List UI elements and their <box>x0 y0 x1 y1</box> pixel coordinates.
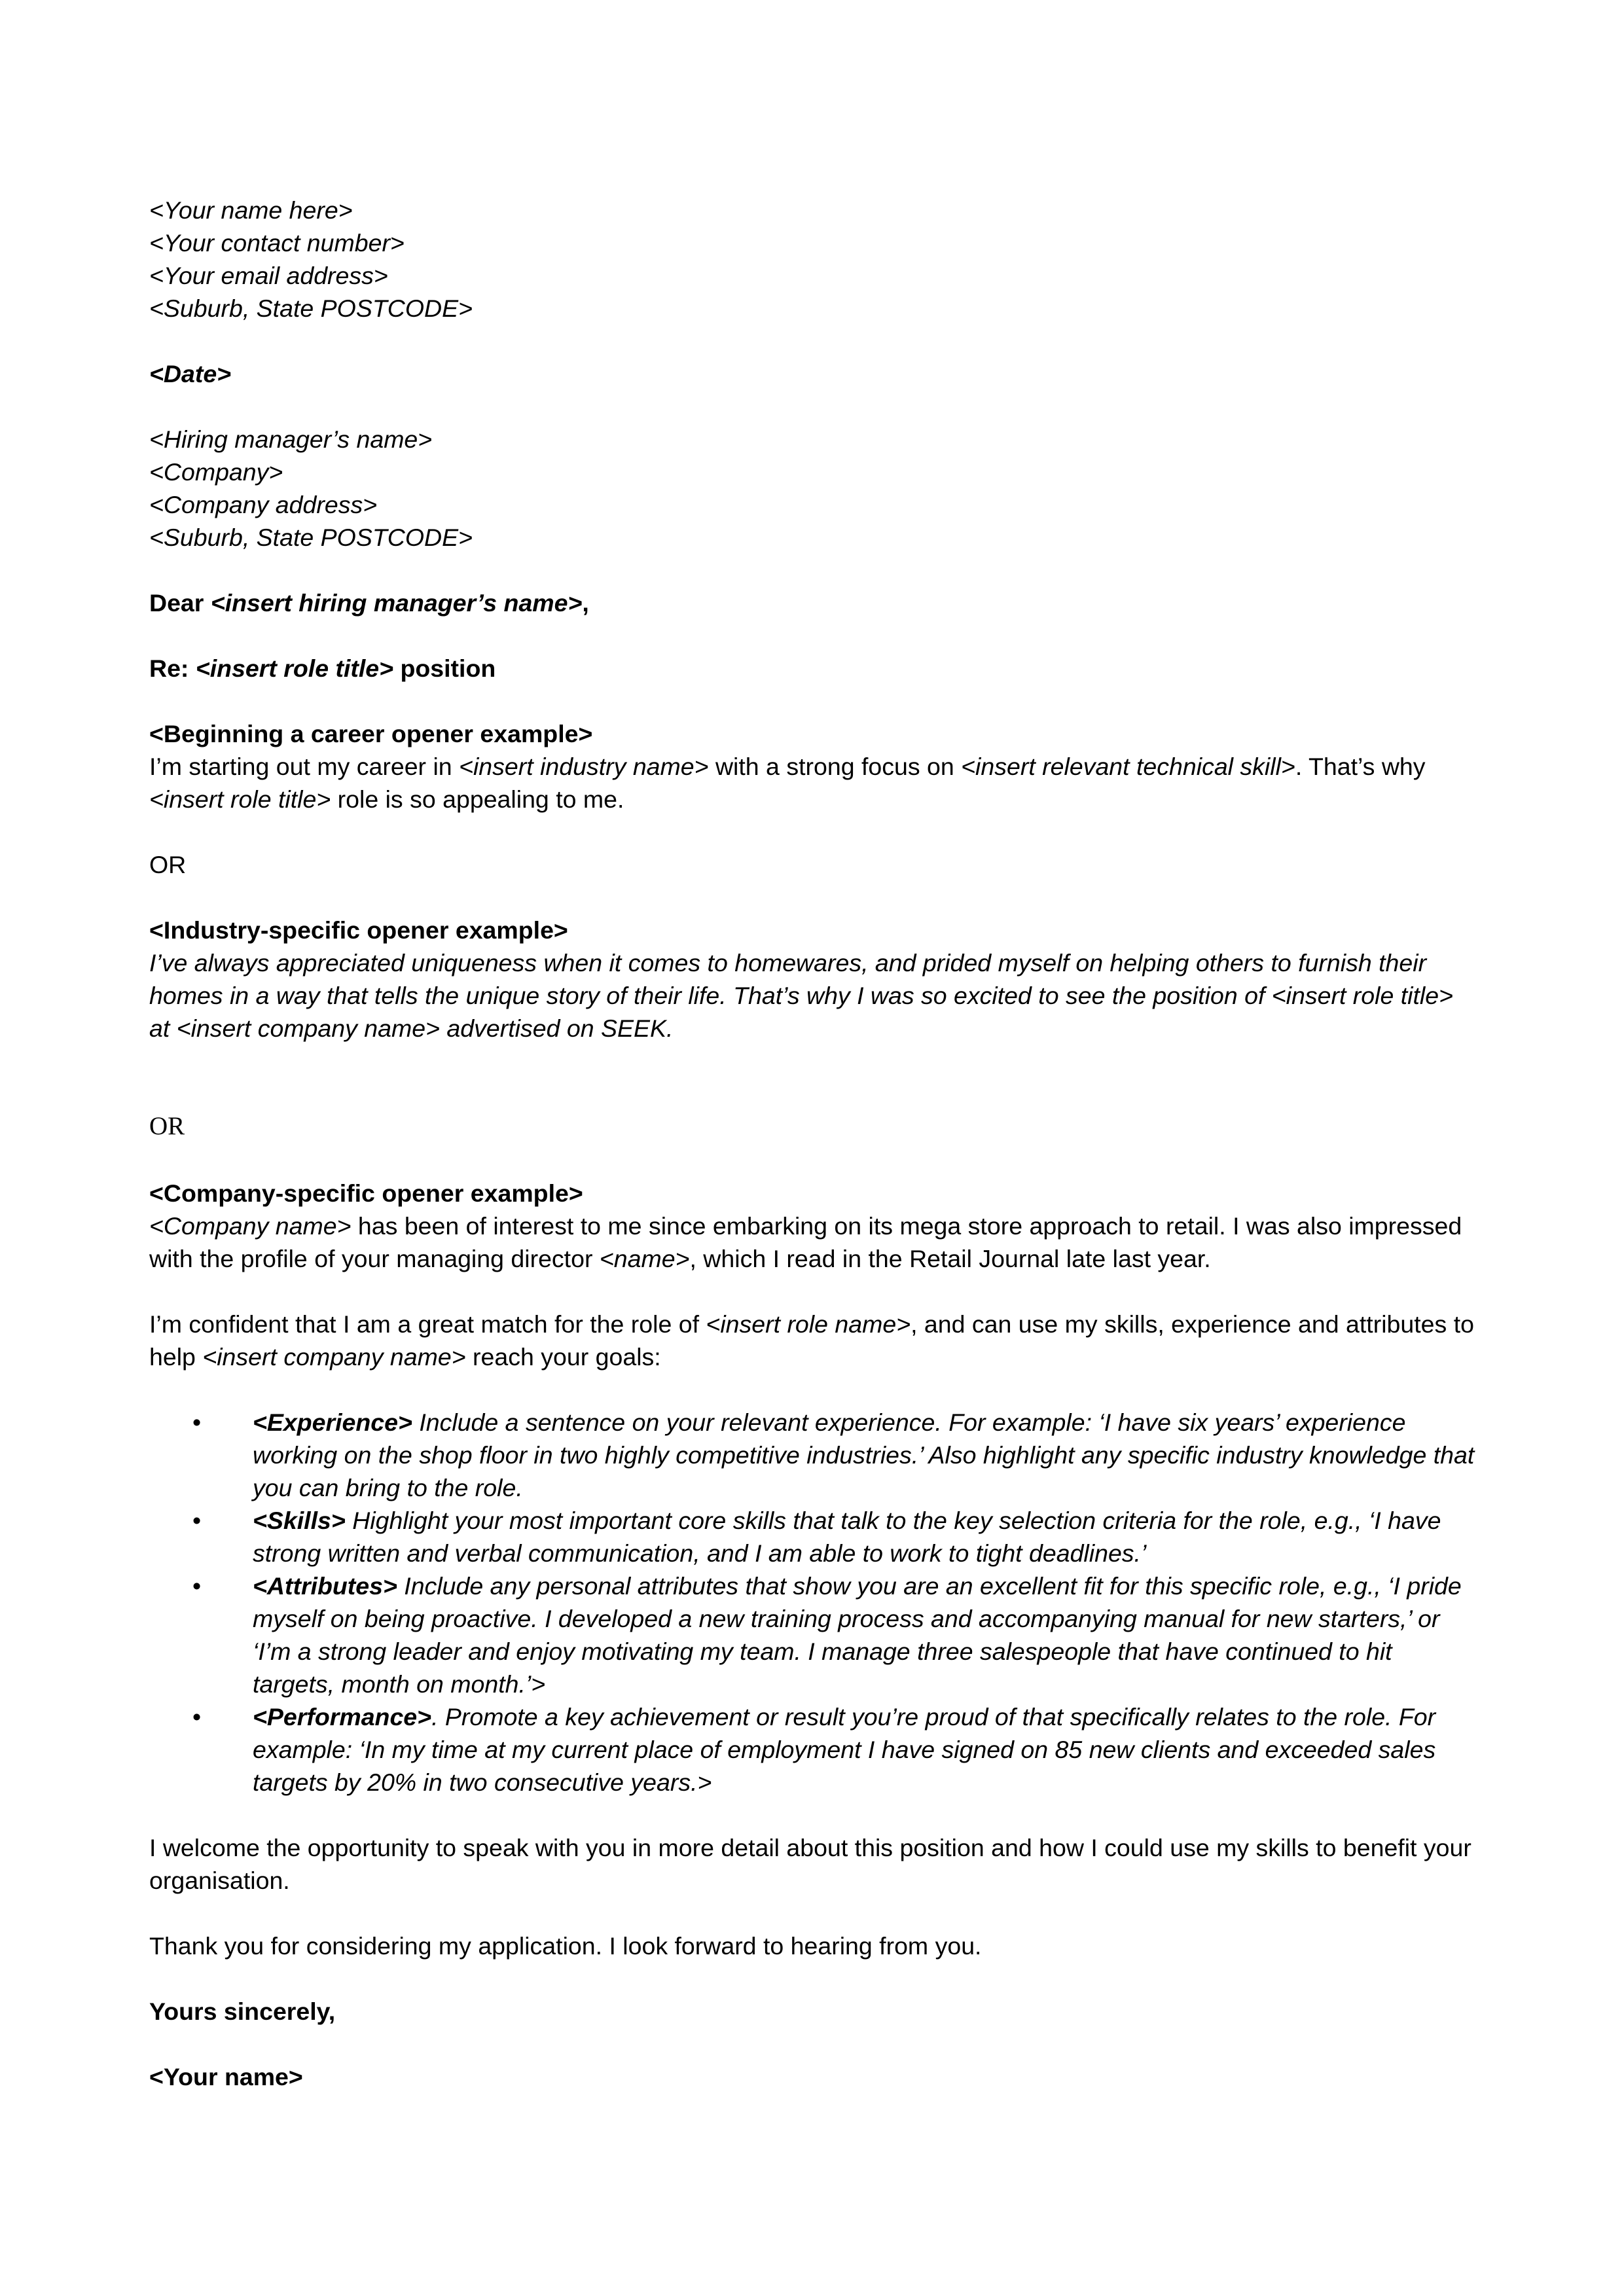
bullet-marker-icon: • <box>192 1408 202 1436</box>
salutation <box>149 586 1475 619</box>
opener-career-part-1: <insert industry name> <box>459 753 709 780</box>
qualities-bullet-list <box>149 1406 1475 1799</box>
sender-phone-line: <Your contact number> <box>149 229 405 257</box>
spacer <box>149 1045 1475 1110</box>
opener-company-part-1: has been of interest to me since embarking on its mega store approach to retail. I was also impressed with the profile of your managing director <box>149 1212 1462 1272</box>
spacer <box>149 816 1475 848</box>
spacer <box>149 685 1475 717</box>
bullet-text-performance: . Promote a key achievement or result you’re proud of that specifically relates to the role. For example: ‘In my time at my current place of employment I have signed on 85 new clients and exceeded sales targets by 20% in two consecutive years.> <box>253 1703 1436 1796</box>
opener-company-part-2: <name> <box>599 1245 690 1272</box>
subject-prefix: Re: <box>149 655 196 682</box>
bullet-marker-icon: • <box>192 1572 202 1600</box>
match-paragraph <box>149 1308 1475 1373</box>
bullet-label-attributes: <Attributes> <box>253 1572 397 1600</box>
match-part-1: <insert role name> <box>706 1310 911 1338</box>
recipient-company-address-line: <Company address> <box>149 491 378 518</box>
bullet-label-skills: <Skills> <box>253 1507 346 1534</box>
sender-suburb-line: <Suburb, State POSTCODE> <box>149 295 473 322</box>
date-line: <Date> <box>149 360 232 387</box>
sender-email-line: <Your email address> <box>149 262 388 289</box>
opener-body-company <box>149 1210 1475 1275</box>
match-part-4: reach your goals: <box>465 1343 661 1371</box>
spacer <box>149 2028 1475 2060</box>
sign-off: Yours sincerely, <box>149 1998 336 2025</box>
opener-career-part-6: role is so appealing to me. <box>331 785 624 813</box>
recipient-address-block <box>149 423 1475 554</box>
spacer <box>149 1897 1475 1929</box>
bullet-text-skills: Highlight your most important core skills that talk to the key selection criteria for the role, e.g., ‘I have strong written and verbal communication, and I am able to work to tight deadlines.’ <box>253 1507 1441 1567</box>
opener-body-career <box>149 750 1475 816</box>
spacer <box>149 1799 1475 1831</box>
list-item-body <box>253 1700 1475 1799</box>
subject-line <box>149 652 1475 685</box>
bullet-text-attributes: Include any personal attributes that show you are an excellent fit for this specific role, e.g., ‘I pride myself on being proactive. I developed a new training process and accompanying manual for new starters,’ or ‘I’m a strong leader and enjoy motivating my team. I manage three salespeople that have continued to hit targets, month on month.’> <box>253 1572 1462 1698</box>
signature-name: <Your name> <box>149 2063 303 2090</box>
spacer <box>149 1275 1475 1308</box>
subject-suffix: position <box>393 655 496 682</box>
or-separator-first: OR <box>149 851 187 878</box>
closing-paragraph-welcome: I welcome the opportunity to speak with you in more detail about this position and how I could use my skills to benefit your organisation. <box>149 1834 1471 1894</box>
spacer <box>149 325 1475 357</box>
or-separator-second: OR <box>149 1112 185 1140</box>
opener-career-part-0: I’m starting out my career in <box>149 753 460 780</box>
bullet-label-performance: <Performance> <box>253 1703 432 1731</box>
list-item-body <box>253 1406 1475 1504</box>
opener-heading-career: <Beginning a career opener example> <box>149 720 593 747</box>
bullet-label-experience: <Experience> <box>253 1408 412 1436</box>
list-item <box>149 1700 1475 1799</box>
list-item <box>149 1406 1475 1504</box>
opener-career-part-3: <insert relevant technical skill> <box>961 753 1295 780</box>
spacer <box>149 881 1475 914</box>
spacer <box>149 1373 1475 1406</box>
match-part-0: I’m confident that I am a great match for the role of <box>149 1310 706 1338</box>
recipient-company-line: <Company> <box>149 458 283 486</box>
salutation-prefix: Dear <box>149 589 211 617</box>
recipient-manager-line: <Hiring manager’s name> <box>149 425 433 453</box>
list-item <box>149 1570 1475 1700</box>
closing-paragraph-thanks: Thank you for considering my application. I look forward to hearing from you. <box>149 1932 982 1960</box>
list-item-body <box>253 1570 1475 1700</box>
letter-body <box>149 194 1475 2093</box>
opener-company-part-0: <Company name> <box>149 1212 352 1240</box>
subject-placeholder: <insert role title> <box>195 655 394 682</box>
opener-career-part-2: with a strong focus on <box>708 753 962 780</box>
bullet-marker-icon: • <box>192 1507 202 1534</box>
bullet-text-experience: Include a sentence on your relevant experience. For example: ‘I have six years’ experience working on the shop floor in two highly competitive industries.’ Also highlight any specific industry knowledge that you can bring to the role. <box>253 1408 1475 1501</box>
salutation-placeholder: <insert hiring manager’s name> <box>210 589 583 617</box>
match-part-2: , and can use my skills, experience and attributes to help <box>149 1310 1474 1371</box>
sender-address-block <box>149 194 1475 325</box>
spacer <box>149 390 1475 423</box>
spacer <box>149 1962 1475 1995</box>
opener-company-part-3: , which I read in the Retail Journal late last year. <box>689 1245 1211 1272</box>
spacer <box>149 619 1475 652</box>
bullet-marker-icon: • <box>192 1703 202 1731</box>
opener-career-part-4: . That’s why <box>1295 753 1426 780</box>
opener-heading-company: <Company-specific opener example> <box>149 1179 583 1207</box>
list-item-body <box>253 1504 1475 1570</box>
match-part-3: <insert company name> <box>202 1343 466 1371</box>
salutation-suffix: , <box>582 589 589 617</box>
opener-body-industry: I’ve always appreciated uniqueness when it comes to homewares, and prided myself on helping others to furnish their homes in a way that tells the unique story of their life. That’s why I was so excited to see the position of <insert role title> at <insert company name> advertised on SEEK. <box>149 949 1454 1042</box>
opener-career-part-5: <insert role title> <box>149 785 331 813</box>
sender-name-line: <Your name here> <box>149 196 353 224</box>
recipient-suburb-line: <Suburb, State POSTCODE> <box>149 524 473 551</box>
spacer <box>149 554 1475 586</box>
list-item <box>149 1504 1475 1570</box>
opener-heading-industry: <Industry-specific opener example> <box>149 916 568 944</box>
spacer <box>149 1143 1475 1177</box>
